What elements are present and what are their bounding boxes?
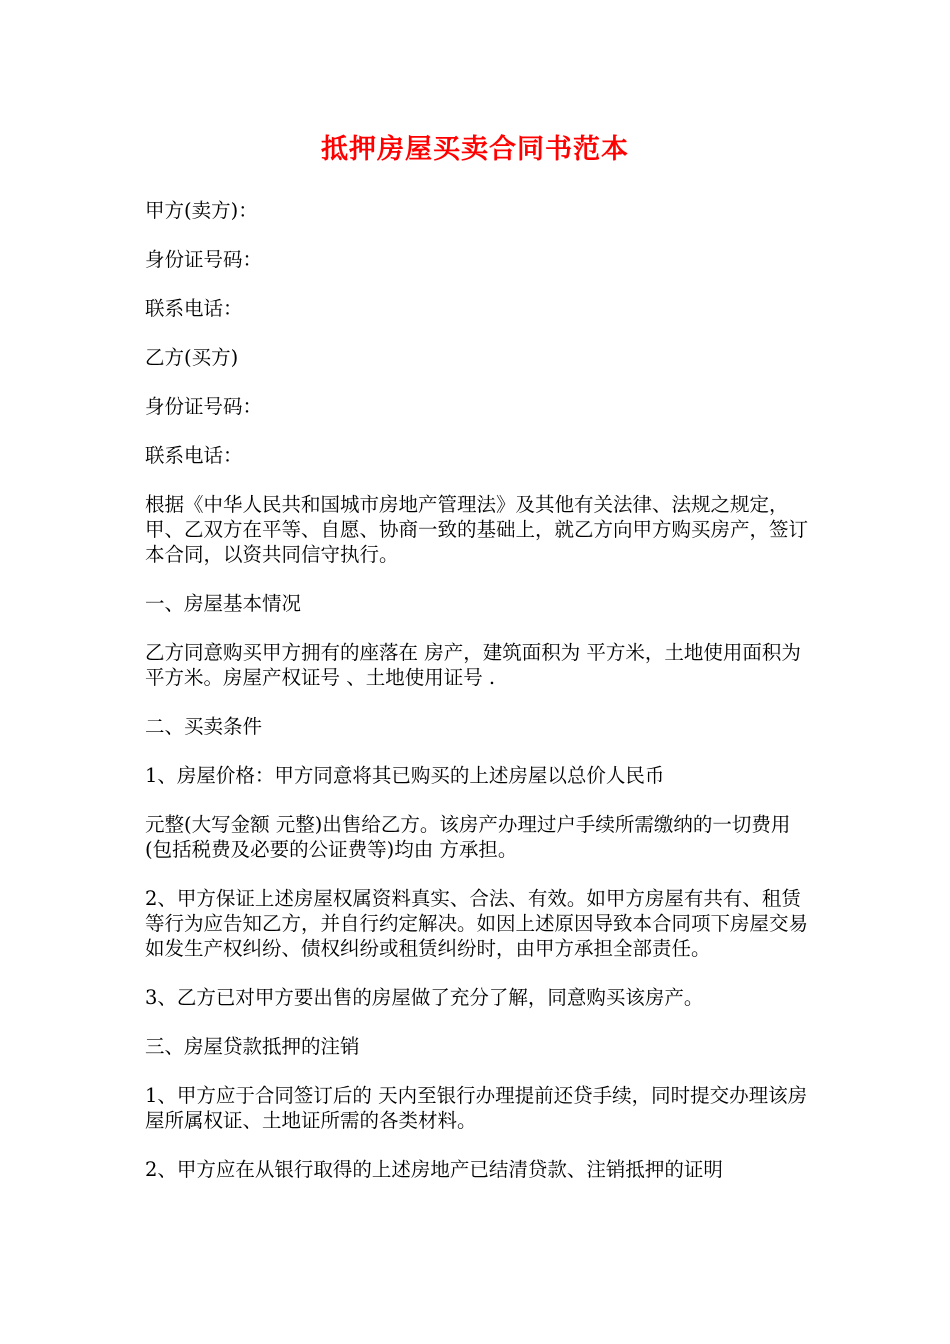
buyer-label: 乙方(买方) (145, 346, 239, 369)
price-clause-paragraph: 1、房屋价格：甲方同意将其已购买的上述房屋以总价人民币 (145, 764, 665, 787)
document-title: 抵押房屋买卖合同书范本 (321, 134, 629, 165)
buyer-id-label: 身份证号码： (145, 395, 263, 418)
price-detail-paragraph: 元整(大写金额 元整)出售给乙方。该房产办理过户手续所需缴纳的一切费用(包括税费及必要的公证费等)均由 方承担。 (145, 813, 791, 861)
buyer-phone-label: 联系电话： (145, 444, 243, 467)
seller-guarantee-paragraph: 2、甲方保证上述房屋权属资料真实、合法、有效。如甲方房屋有共有、租赁等行为应告知乙方，并自行约定解决。如因上述原因导致本合同项下房屋交易如发生产权纠纷、债权纠纷或租赁纠纷时，由甲方承担全部责任。 (145, 887, 809, 960)
buyer-acknowledgement-paragraph: 3、乙方已对甲方要出售的房屋做了充分了解，同意购买该房产。 (145, 986, 704, 1009)
seller-id-label: 身份证号码： (145, 248, 263, 271)
section-heading-2: 二、买卖条件 (145, 715, 263, 738)
seller-phone-label: 联系电话： (145, 297, 243, 320)
property-info-paragraph: 乙方同意购买甲方拥有的座落在 房产，建筑面积为 平方米，土地使用面积为 平方米。房屋产权证号 、土地使用证号 . (145, 641, 801, 689)
document-body (145, 198, 810, 1206)
loan-payoff-paragraph: 1、甲方应于合同签订后的 天内至银行办理提前还贷手续，同时提交办理该房屋所属权证、土地证所需的各类材料。 (145, 1084, 808, 1132)
seller-label: 甲方(卖方)： (145, 199, 258, 222)
section-heading-3: 三、房屋贷款抵押的注销 (145, 1035, 360, 1058)
preamble-paragraph: 根据《中华人民共和国城市房地产管理法》及其他有关法律、法规之规定，甲、乙双方在平等、自愿、协商一致的基础上，就乙方向甲方购买房产，签订本合同，以资共同信守执行。 (145, 493, 809, 566)
section-heading-1: 一、房屋基本情况 (145, 592, 302, 615)
mortgage-release-paragraph: 2、甲方应在从银行取得的上述房地产已结清贷款、注销抵押的证明 (145, 1158, 723, 1181)
